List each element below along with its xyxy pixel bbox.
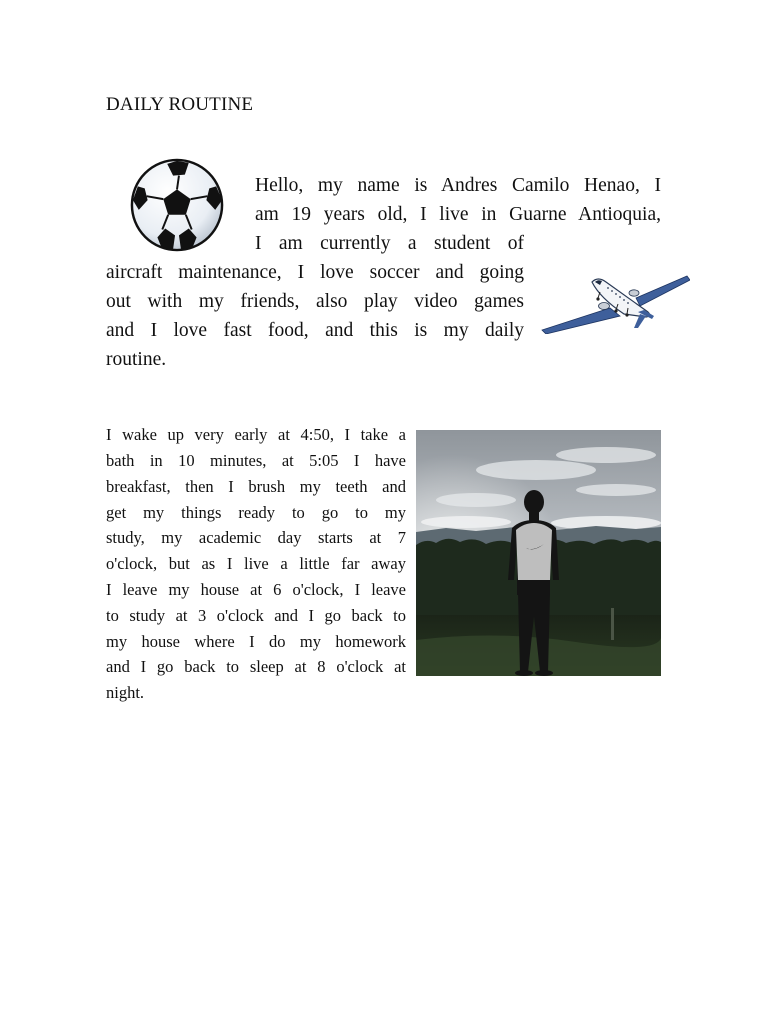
intro-line-1: Hello, my name is Andres Camilo Henao, I (255, 175, 661, 196)
soccer-ball-icon (128, 157, 226, 253)
routine-line-9: my house where I do my homework (106, 632, 406, 651)
intro-line-5: out with my friends, also play video games (106, 291, 524, 312)
routine-line-10: and I go back to sleep at 8 o'clock at (106, 657, 406, 676)
routine-line-6: o'clock, but as I live a little far away (106, 554, 406, 573)
person-silhouette-photo (416, 430, 661, 676)
routine-line-8: to study at 3 o'clock and I go back to (106, 606, 406, 625)
intro-line-6: and I love fast food, and this is my daily (106, 320, 524, 341)
routine-line-3: breakfast, then I brush my teeth and (106, 477, 406, 496)
routine-line-5: study, my academic day starts at 7 (106, 528, 406, 547)
intro-line-2: am 19 years old, I live in Guarne Antioquia, (255, 204, 661, 225)
intro-line-4: aircraft maintenance, I love soccer and going (106, 262, 524, 283)
routine-line-4: get my things ready to go to my (106, 503, 406, 522)
routine-line-11: night. (106, 683, 145, 702)
airplane-icon (540, 272, 690, 334)
routine-line-1: I wake up very early at 4:50, I take a (106, 425, 406, 444)
routine-line-7: I leave my house at 6 o'clock, I leave (106, 580, 406, 599)
intro-line-7: routine. (106, 349, 167, 370)
page-title: DAILY ROUTINE (106, 94, 254, 115)
routine-line-2: bath in 10 minutes, at 5:05 I have (106, 451, 406, 470)
intro-line-3: I am currently a student of (255, 233, 524, 254)
